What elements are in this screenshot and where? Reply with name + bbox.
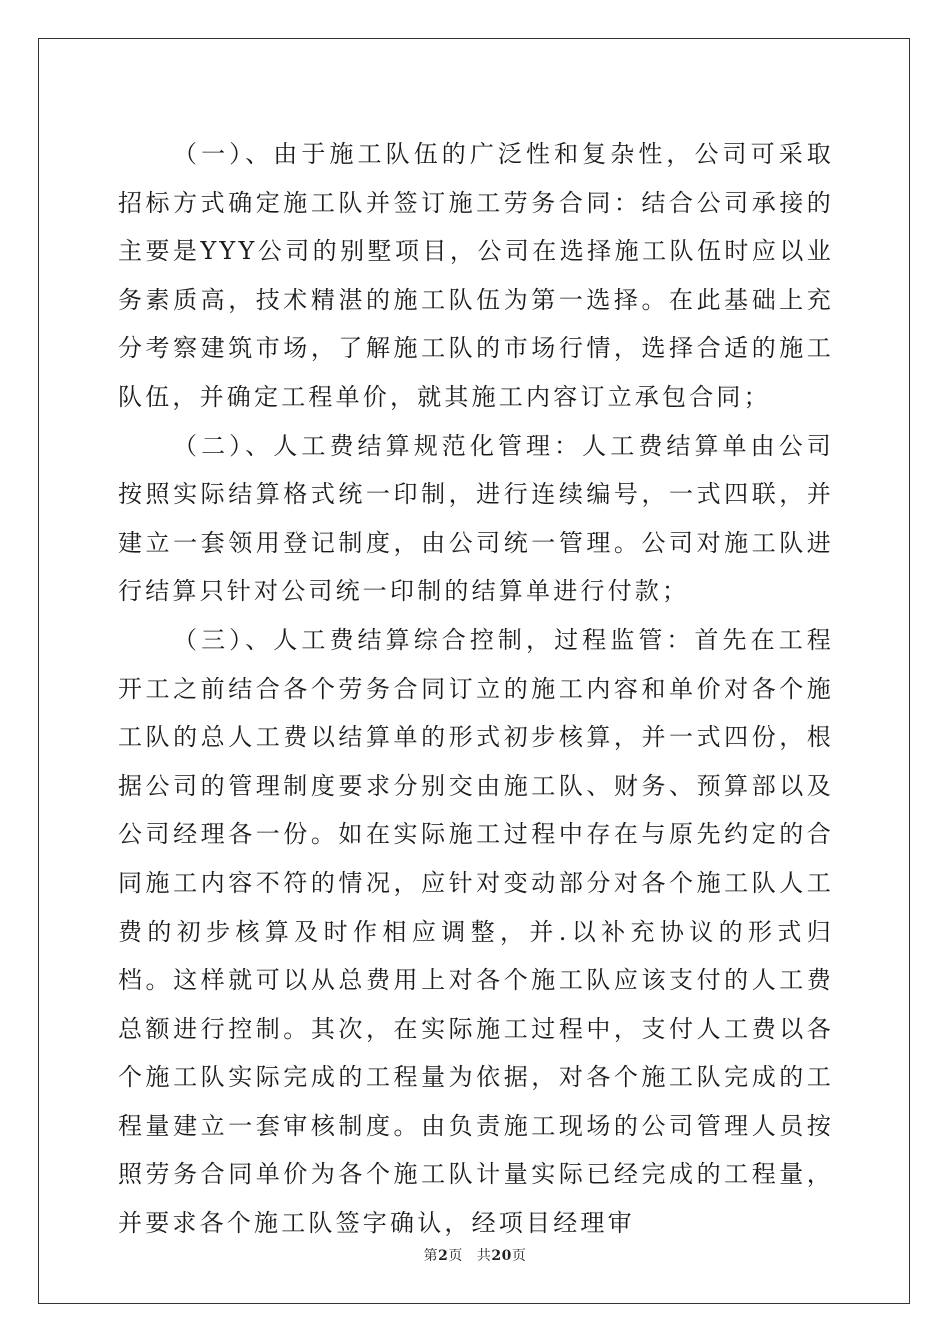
- page-number: 2: [438, 1248, 449, 1264]
- total-prefix: 共: [476, 1248, 492, 1264]
- paragraph-2: （二）、人工费结算规范化管理：人工费结算单由公司按照实际结算格式统一印制，进行连续编号，一式四联，并建立一套领用登记制度，由公司统一管理。公司对施工队进行结算只针对公司统一印制的结算单进行付款；: [118, 431, 834, 606]
- total-pages: 20: [491, 1248, 512, 1264]
- page-suffix: 页: [448, 1248, 463, 1264]
- paragraph-1: （一）、由于施工队伍的广泛性和复杂性，公司可采取招标方式确定施工队并签订施工劳务合同：结合公司承接的主要是YYY公司的别墅项目，公司在选择施工队伍时应以业务素质高，技术精湛的施工队伍为第一选择。在此基础上充分考察建筑市场，了解施工队的市场行情，选择合适的施工队伍，并确定工程单价，就其施工内容订立承包合同；: [118, 140, 834, 411]
- document-body: [118, 130, 834, 1248]
- page-prefix: 第: [423, 1248, 439, 1264]
- paragraph-3: （三）、人工费结算综合控制，过程监管：首先在工程开工之前结合各个劳务合同订立的施工内容和单价对各个施工队的总人工费以结算单的形式初步核算，并一式四份，根据公司的管理制度要求分别交由施工队、财务、预算部以及公司经理各一份。如在实际施工过程中存在与原先约定的合同施工内容不符的情况，应针对变动部分对各个施工队人工费的初步核算及时作相应调整，并.以补充协议的形式归档。这样就可以从总费用上对各个施工队应该支付的人工费总额进行控制。其次，在实际施工过程中，支付人工费以各个施工队实际完成的工程量为依据，对各个施工队完成的工程量建立一套审核制度。由负责施工现场的公司管理人员按照劳务合同单价为各个施工队计量实际已经完成的工程量，并要求各个施工队签字确认，经项目经理审: [118, 625, 834, 1238]
- page-footer: [0, 1245, 950, 1265]
- total-suffix: 页: [511, 1248, 527, 1264]
